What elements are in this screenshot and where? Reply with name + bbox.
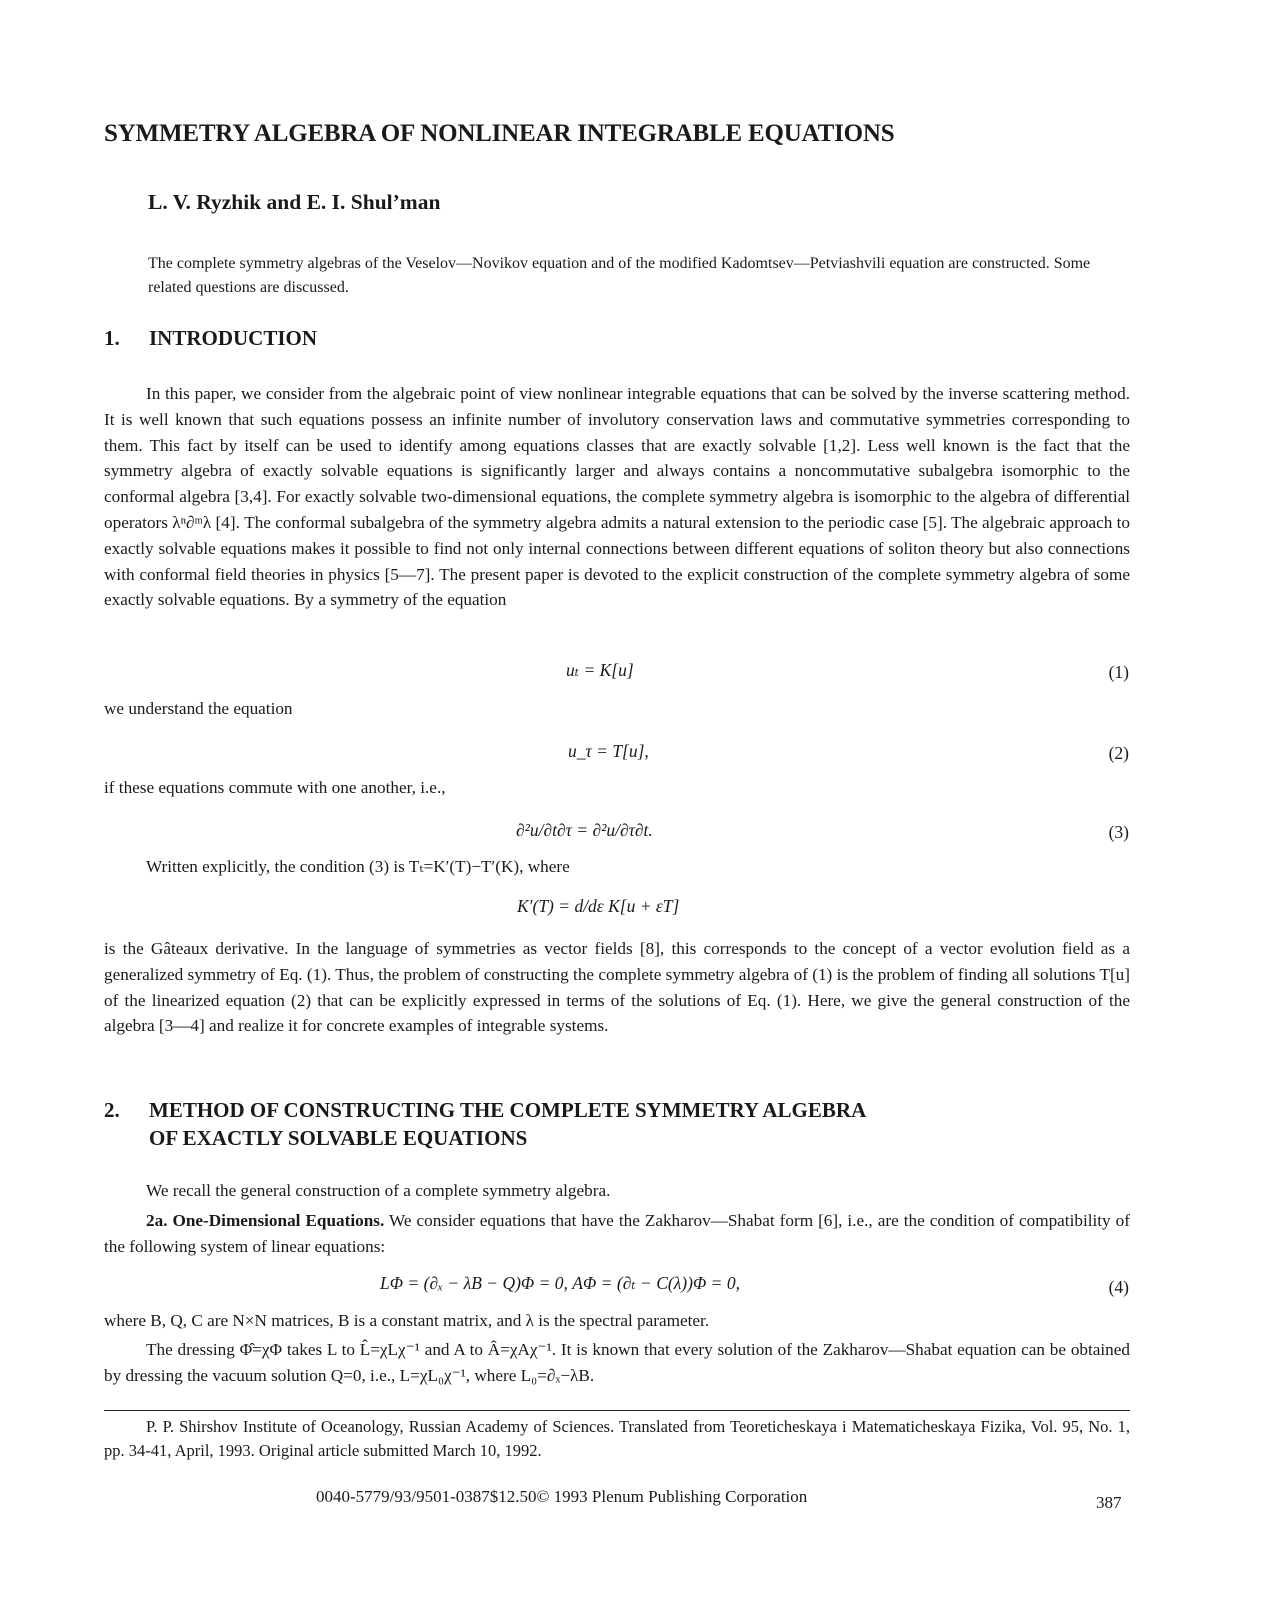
section-2-title-line1: METHOD OF CONSTRUCTING THE COMPLETE SYMMETRY ALGEBRA [149,1098,867,1122]
footnote-text: P. P. Shirshov Institute of Oceanology, Russian Academy of Sciences. Translated from Teoreticheskaya i Matematicheskaya Fizika, Vol. 95, No. 1, pp. 34-41, April, 1993. Original article submitted March 10, 1992. [104,1417,1130,1460]
one-dimensional-paragraph [104,1208,1130,1260]
section-2-heading [104,1096,866,1152]
equation-3-number: (3) [1108,822,1129,842]
subsection-2a-text: We consider equations that have the Zakharov—Shabat form [6], i.e., are the condition of compatibility of the following system of linear equations: [104,1211,1130,1256]
footnote [104,1415,1130,1463]
condition-text: Written explicitly, the condition (3) is Tₜ=K′(T)−T′(K), where [146,857,570,876]
text-after-eq1: we understand the equation [104,699,293,718]
section-1-title: INTRODUCTION [149,326,318,350]
dressing-text: The dressing Φ̂=χΦ takes L to L̂=χLχ⁻¹ and A to Â=χAχ⁻¹. It is known that every solution of the Zakharov—Shabat equation can be obtained by dressing the vacuum solution Q=0, i.e., L=χL₀χ⁻¹, where L₀=∂ₓ−λB. [104,1340,1130,1385]
intro-paragraph [104,381,1130,613]
copyright-line: 0040-5779/93/9501-0387$12.50© 1993 Plenum Publishing Corporation [316,1487,808,1506]
equation-4: LΦ = (∂ₓ − λB − Q)Φ = 0, AΦ = (∂ₜ − C(λ))Φ = 0, [380,1273,740,1293]
paper-title: SYMMETRY ALGEBRA OF NONLINEAR INTEGRABLE EQUATIONS [104,120,895,147]
dressing-paragraph [104,1337,1130,1389]
intro-paragraph-text: In this paper, we consider from the algebraic point of view nonlinear integrable equations that can be solved by the inverse scattering method. It is well known that such equations possess an infinite number of involutory conservation laws and commutative symmetries corresponding to them. This fact by itself can be used to identify among equations classes that are exactly solvable [1,2]. Less well known is the fact that the symmetry algebra of exactly solvable equations is significantly larger and always contains a noncommutative subalgebra isomorphic to the conformal algebra [3,4]. For exactly solvable two-dimensional equations, the complete symmetry algebra is isomorphic to the algebra of differential operators λⁿ∂ᵐλ [4]. The conformal subalgebra of the symmetry algebra admits a natural extension to the periodic case [5]. The algebraic approach to exactly solvable equations makes it possible to find not only internal connections between different equations of soliton theory but also connections with conformal field theories in physics [5—7]. The present paper is devoted to the explicit construction of the complete symmetry algebra of some exactly solvable equations. By a symmetry of the equation [104,384,1130,610]
section-2-title [149,1096,866,1152]
gateaux-equation: K′(T) = d/dε K[u + εT] [517,896,680,916]
footnote-rule [104,1410,1130,1411]
equation-2-number: (2) [1108,743,1129,763]
where-text: where B, Q, C are N×N matrices, B is a constant matrix, and λ is the spectral parameter. [104,1311,710,1330]
equation-2: u_τ = T[u], [568,741,649,761]
section-2-title-line2: OF EXACTLY SOLVABLE EQUATIONS [149,1126,528,1150]
equation-3: ∂²u/∂t∂τ = ∂²u/∂τ∂t. [516,820,653,840]
recall-text: We recall the general construction of a complete symmetry algebra. [146,1181,611,1200]
section-2-number: 2. [104,1098,120,1122]
section-1-number: 1. [104,326,120,350]
equation-1: uₜ = K[u] [566,660,634,680]
paper-authors: L. V. Ryzhik and E. I. Shul’man [148,190,441,214]
equation-4-number: (4) [1108,1277,1129,1297]
section-1-heading [104,324,317,352]
text-after-eq2: if these equations commute with one another, i.e., [104,778,446,797]
equation-1-number: (1) [1108,662,1129,682]
abstract: The complete symmetry algebras of the Veselov—Novikov equation and of the modified Kadomtsev—Petviashvili equation are constructed. Some related questions are discussed. [148,255,1091,296]
page-number: 387 [1096,1493,1122,1512]
subsection-2a-heading: 2a. One-Dimensional Equations. [146,1211,385,1230]
gateaux-paragraph: is the Gâteaux derivative. In the language of symmetries as vector fields [8], this corresponds to the concept of a vector evolution field as a generalized symmetry of Eq. (1). Thus, the problem of constructing the complete symmetry algebra of (1) is the problem of finding all solutions T[u] of the linearized equation (2) that can be explicitly expressed in terms of the solutions of Eq. (1). Here, we give the general construction of the algebra [3—4] and realize it for concrete examples of integrable systems. [104,939,1130,1036]
